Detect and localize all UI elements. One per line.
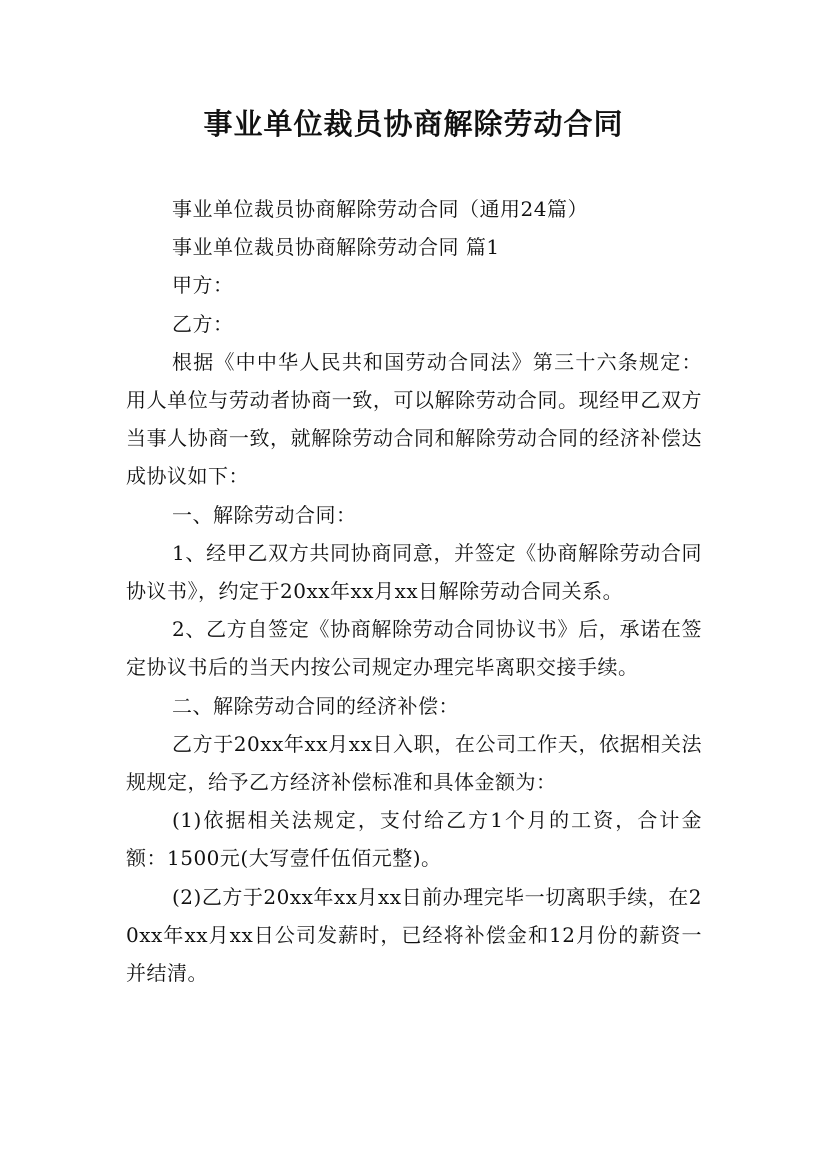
party-a-line: 甲方： — [172, 273, 234, 298]
document-title: 事业单位裁员协商解除劳动合同 — [203, 107, 624, 141]
paragraph: 1、经甲乙双方共同协商同意，并签定《协商解除劳动合同协议书》，约定于20xx年xx月xx日解除劳动合同关系。 — [126, 540, 702, 604]
clause-heading: 二、解除劳动合同的经济补偿： — [172, 693, 459, 718]
paragraph: 乙方于20xx年xx月xx日入职，在公司工作天，依据相关法规规定，给予乙方经济补偿标准和具体金额为： — [126, 731, 702, 795]
section-heading: 事业单位裁员协商解除劳动合同 篇1 — [172, 235, 500, 260]
paragraph: (2)乙方于20xx年xx月xx日前办理完毕一切离职手续，在20xx年xx月xx日公司发薪时，已经将补偿金和12月份的薪资一并结清。 — [126, 884, 702, 986]
party-b-line: 乙方： — [172, 311, 234, 336]
paragraph: 2、乙方自签定《协商解除劳动合同协议书》后，承诺在签定协议书后的当天内按公司规定办理完毕离职交接手续。 — [126, 617, 702, 680]
paragraph: 根据《中中华人民共和国劳动合同法》第三十六条规定：用人单位与劳动者协商一致，可以解除劳动合同。现经甲乙双方当事人协商一致，就解除劳动合同和解除劳动合同的经济补偿达成协议如下： — [126, 349, 702, 489]
clause-heading: 一、解除劳动合同： — [172, 502, 357, 527]
subtitle-line: 事业单位裁员协商解除劳动合同（通用24篇） — [172, 197, 588, 221]
paragraph: (1)依据相关法规定，支付给乙方1个月的工资，合计金额：1500元(大写壹仟伍佰元整)。 — [126, 808, 702, 871]
document-body — [126, 190, 702, 992]
